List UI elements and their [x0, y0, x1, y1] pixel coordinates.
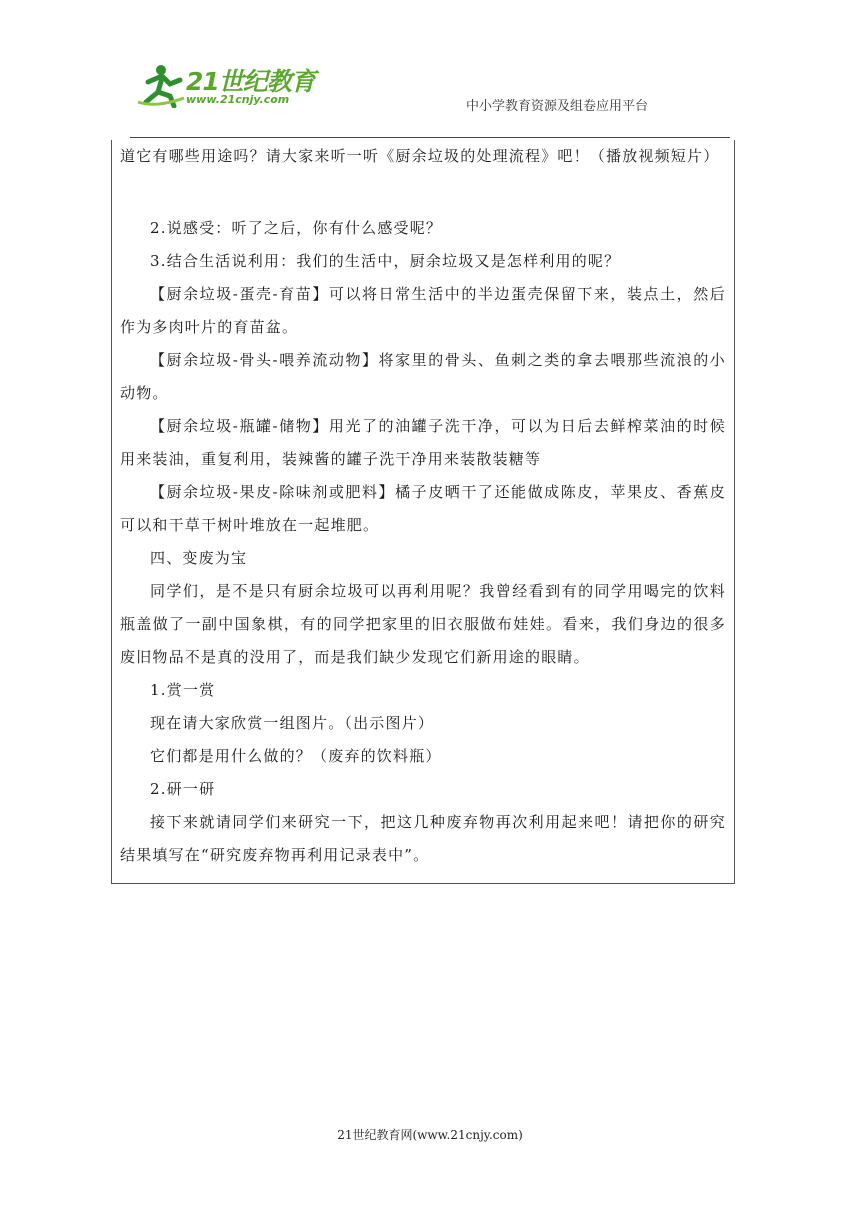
- platform-title: 中小学教育资源及组卷应用平台: [466, 99, 649, 114]
- subheading: 1.赏一赏: [150, 681, 216, 699]
- section-heading: 四、变废为宝: [150, 549, 248, 567]
- logo-url: www.21cnjy.com: [186, 93, 290, 106]
- paragraph: 【厨余垃圾-瓶罐-储物】用光了的油罐子洗干净，可以为日后去鲜榨菜油的时候用来装油，重复利用，装辣酱的罐子洗干净用来装散装糖等: [120, 417, 726, 468]
- lesson-content-box: [111, 140, 735, 884]
- paragraph: 现在请大家欣赏一组图片。（出示图片）: [150, 714, 435, 732]
- logo-text: 21世纪教育: [186, 67, 315, 96]
- paragraph: 接下来就请同学们来研究一下，把这几种废弃物再次利用起来吧！请把你的研究结果填写在“研究废弃物再利用记录表中”。: [120, 813, 726, 864]
- paragraph: 2.说感受：听了之后，你有什么感受呢？: [150, 219, 443, 237]
- subheading: 2.研一研: [150, 780, 216, 798]
- page-header: [0, 0, 860, 140]
- paragraph: 【厨余垃圾-蛋壳-育苗】可以将日常生活中的半边蛋壳保留下来，装点土，然后作为多肉叶片的育苗盆。: [120, 285, 726, 336]
- runner-logo-icon: [136, 62, 186, 108]
- paragraph: 【厨余垃圾-骨头-喂养流动物】将家里的骨头、鱼刺之类的拿去喂那些流浪的小动物。: [120, 351, 726, 402]
- brand-logo: [136, 62, 316, 114]
- header-divider: [130, 137, 730, 138]
- paragraph: 道它有哪些用途吗？请大家来听一听《厨余垃圾的处理流程》吧！（播放视频短片）: [120, 147, 720, 165]
- paragraph: 【厨余垃圾-果皮-除味剂或肥料】橘子皮晒干了还能做成陈皮，苹果皮、香蕉皮可以和干草干树叶堆放在一起堆肥。: [120, 483, 726, 534]
- paragraph: 同学们，是不是只有厨余垃圾可以再利用呢？我曾经看到有的同学用喝完的饮料瓶盖做了一副中国象棋，有的同学把家里的旧衣服做布娃娃。看来，我们身边的很多废旧物品不是真的没用了，而是我们缺少发现它们新用途的眼睛。: [120, 582, 726, 666]
- paragraph: 3.结合生活说利用：我们的生活中，厨余垃圾又是怎样利用的呢？: [150, 252, 621, 270]
- paragraph: 它们都是用什么做的？（废弃的饮料瓶）: [150, 747, 442, 765]
- page-footer: 21世纪教育网(www.21cnjy.com): [337, 1128, 523, 1142]
